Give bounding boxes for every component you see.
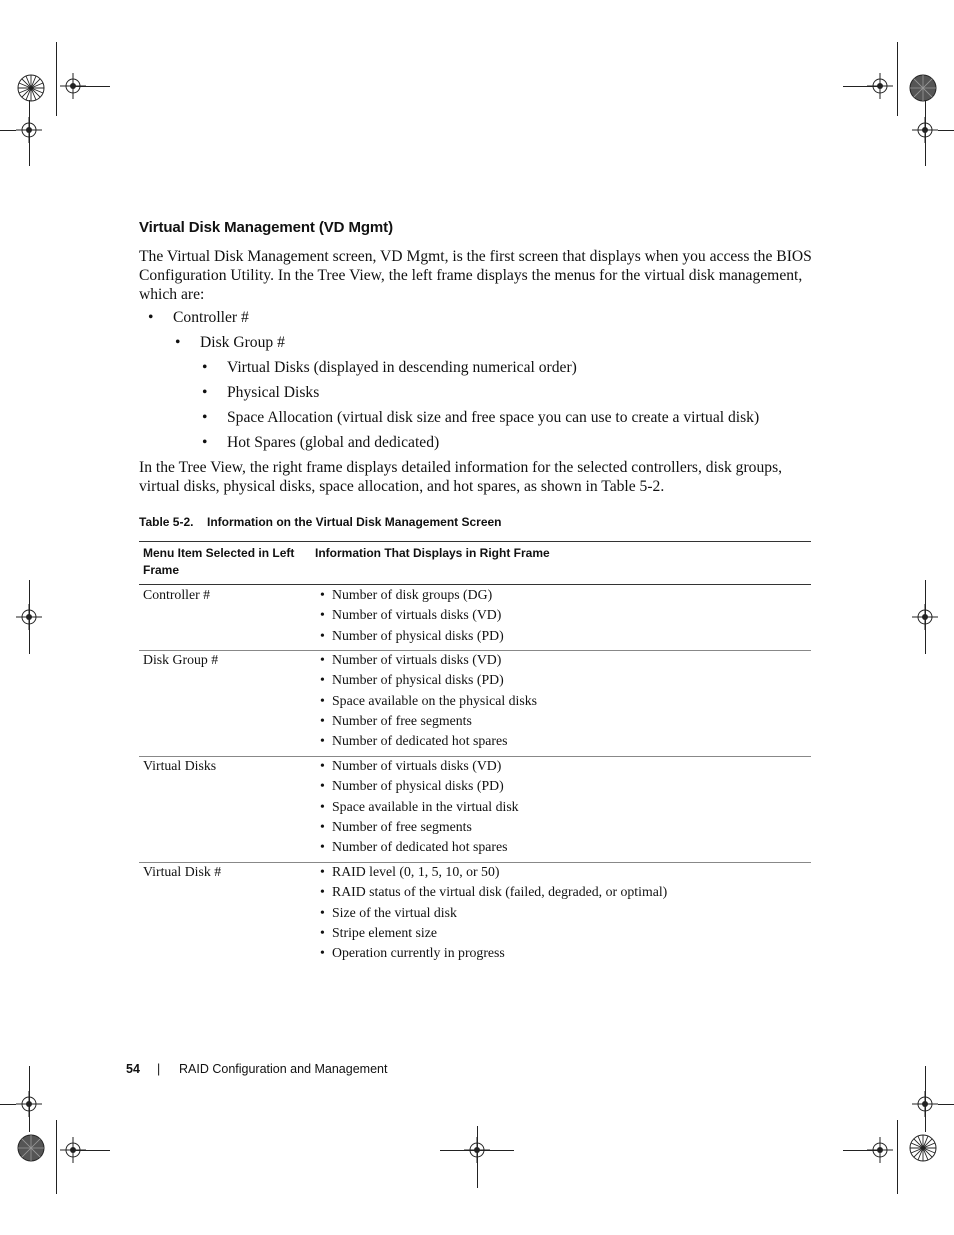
bullet-icon: • [320, 672, 325, 688]
info-text: Number of free segments [332, 712, 472, 728]
table-row-divider [139, 650, 811, 651]
intro-paragraph [139, 247, 815, 304]
term-tree-view: Tree View [178, 459, 243, 476]
intro-text: The [139, 248, 167, 265]
bullet-icon: • [320, 864, 325, 879]
bullet-icon: • [175, 334, 181, 351]
info-text: Number of physical disks (PD) [332, 627, 504, 643]
list-item-term: Hot Spares [227, 434, 296, 451]
table-caption-title: Information on the Virtual Disk Management Screen [207, 515, 502, 529]
bullet-icon: • [320, 627, 325, 643]
bullet-icon: • [320, 924, 325, 940]
list-item-term: Controller # [173, 309, 249, 326]
bullet-icon: • [320, 818, 325, 834]
table-row-divider [139, 862, 811, 863]
crop-starburst-icon [17, 1134, 45, 1162]
crop-starburst-icon [909, 1134, 937, 1162]
table-caption-label: Table 5-2. [139, 515, 194, 529]
bullet-icon: • [320, 607, 325, 623]
table-cell-item: Disk Group # [143, 652, 219, 667]
bullet-icon: • [320, 587, 325, 602]
info-text: Operation currently in progress [332, 945, 505, 961]
list-item-term: Physical Disks [227, 384, 320, 401]
crop-starburst-icon [909, 74, 937, 102]
table-caption [139, 515, 502, 529]
info-text: Number of physical disks (PD) [332, 672, 504, 688]
bullet-icon: • [202, 384, 208, 401]
info-text: Number of disk groups (DG) [332, 587, 493, 602]
bullet-icon: • [202, 434, 208, 451]
info-text: RAID level (0, 1, 5, 10, or 50) [332, 864, 500, 879]
intro-text: screen, [328, 248, 381, 265]
bullet-icon: • [148, 309, 154, 326]
bullet-icon: • [320, 904, 325, 920]
bullet-icon: • [202, 409, 208, 426]
table-header-menu-item: Menu Item Selected in Left Frame [143, 546, 295, 577]
table-rule-header [139, 584, 811, 585]
crop-starburst-icon [17, 74, 45, 102]
table-row-divider [139, 756, 811, 757]
list-item-term: Disk Group # [200, 334, 285, 351]
term-virtual-disk-management: Virtual Disk Management [166, 248, 329, 265]
outro-text: In the [139, 459, 179, 476]
info-text: Number of virtuals disks (VD) [332, 607, 502, 623]
page-number: 54 [126, 1062, 140, 1076]
bullet-icon: • [320, 839, 325, 855]
bullet-icon: • [320, 884, 325, 900]
info-text: RAID status of the virtual disk (failed, degraded, or optimal) [332, 884, 668, 900]
term-vd-mgmt: VD Mgmt [380, 248, 445, 265]
bullet-icon: • [320, 733, 325, 749]
outro-text: , the right frame displays detailed information for the selected controllers, disk groups, virtual disks, physical disks, space allocation, and hot spares, as shown in Table 5-2. [139, 459, 783, 495]
info-text: Space available on the physical disks [332, 692, 537, 708]
bullet-icon: • [320, 712, 325, 728]
info-text: Number of dedicated hot spares [332, 839, 508, 855]
term-tree-view: Tree View [317, 267, 381, 284]
table-cell-item: Controller # [143, 587, 211, 602]
intro-text: , the left frame displays the menus for the virtual disk management, which are: [139, 267, 803, 303]
info-text: Size of the virtual disk [332, 904, 457, 920]
list-item-term: Space Allocation [227, 409, 334, 426]
bullet-icon: • [202, 359, 208, 376]
list-item-text: (global and dedicated) [295, 434, 440, 451]
bullet-icon: • [320, 798, 325, 814]
table-cell-item: Virtual Disk # [143, 864, 222, 879]
info-text: Number of dedicated hot spares [332, 733, 508, 749]
footer-separator: | [157, 1062, 161, 1076]
bullet-icon: • [320, 758, 325, 773]
table-cell-item: Virtual Disks [143, 758, 217, 773]
outro-paragraph [139, 458, 815, 496]
info-text: Stripe element size [332, 924, 437, 940]
bullet-icon: • [320, 778, 325, 794]
table-header-info: Information That Displays in Right Frame [315, 546, 550, 560]
bullet-icon: • [320, 652, 325, 667]
list-item-text: (virtual disk size and free space you can use to create a virtual disk) [333, 409, 760, 426]
info-text: Number of virtuals disks (VD) [332, 758, 502, 773]
info-text: Number of free segments [332, 818, 472, 834]
bullet-icon: • [320, 945, 325, 961]
info-text: Space available in the virtual disk [332, 798, 519, 814]
list-item-term: Virtual Disks [227, 359, 310, 376]
info-text: Number of physical disks (PD) [332, 778, 504, 794]
footer-chapter-title: RAID Configuration and Management [179, 1062, 388, 1076]
list-item-text: (displayed in descending numerical order) [309, 359, 577, 376]
info-text: Number of virtuals disks (VD) [332, 652, 502, 667]
bullet-icon: • [320, 692, 325, 708]
intro-text: , is the first screen that displays when you access the BIOS Configuration Utility. In the [139, 248, 812, 284]
section-title: Virtual Disk Management (VD Mgmt) [139, 219, 393, 236]
table-rule-top [139, 541, 811, 542]
